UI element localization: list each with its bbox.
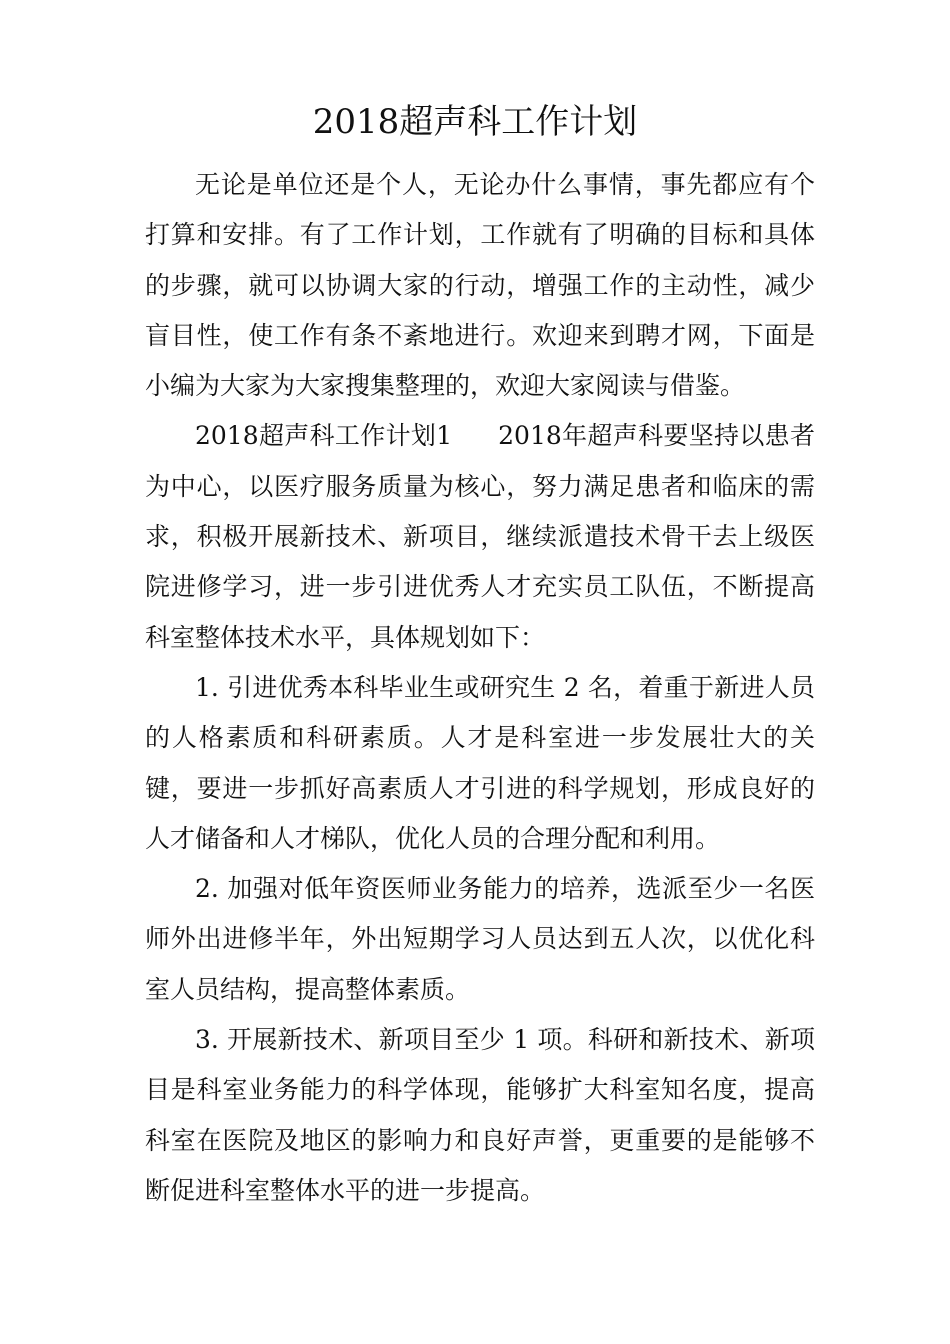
section-heading: 2018超声科工作计划1 — [195, 421, 453, 451]
document-title: 2018超声科工作计划 — [312, 102, 638, 142]
section-intro: 2018年超声科要坚持以患者为中心，以医疗服务质量为核心，努力满足患者和临床的需求，积极开展新技术、新项目，继续派遣技术骨干去上级医院进修学习，进一步引进优秀人才充实员工队伍，不断提高科室整体技术水平，具体规划如下： — [145, 421, 816, 652]
list-item: 2. 加强对低年资医师业务能力的培养，选派至少一名医师外出进修半年，外出短期学习人员达到五人次，以优化科室人员结构，提高整体素质。 — [145, 874, 815, 1004]
list-item: 3. 开展新技术、新项目至少 1 项。科研和新技术、新项目是科室业务能力的科学体现，能够扩大科室知名度，提高科室在医院及地区的影响力和良好声誉，更重要的是能够不断促进科室整体水平的进一步提高。 — [145, 1025, 815, 1205]
section-paragraph — [145, 411, 815, 662]
document-body — [145, 160, 815, 1216]
intro-paragraph: 无论是单位还是个人，无论办什么事情，事先都应有个打算和安排。有了工作计划，工作就有了明确的目标和具体的步骤，就可以协调大家的行动，增强工作的主动性，减少盲目性，使工作有条不紊地进行。欢迎来到聘才网，下面是小编为大家为大家搜集整理的，欢迎大家阅读与借鉴。 — [145, 170, 815, 401]
list-item: 1. 引进优秀本科毕业生或研究生 2 名，着重于新进人员的人格素质和科研素质。人才是科室进一步发展壮大的关键，要进一步抓好高素质人才引进的科学规划，形成良好的人才储备和人才梯队，优化人员的合理分配和利用。 — [145, 672, 815, 853]
